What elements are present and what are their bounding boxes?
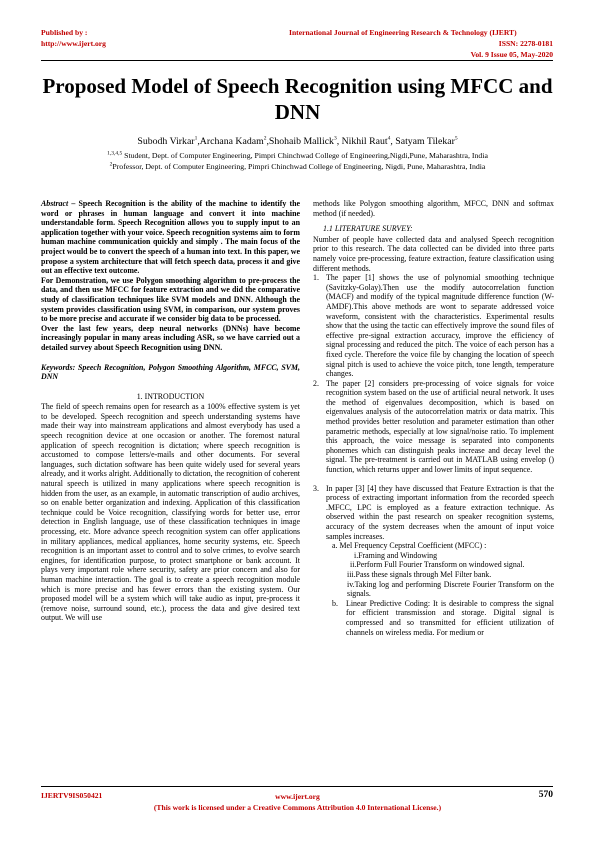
author-name: Satyam Tilekar [395,136,455,147]
introduction-text: The field of speech remains open for research as a 100% effective system is yet to be developed. Speech recognition and speech understanding systems have made their way into mainstream applications and almost everybody has used a speech recognition device at one occasion or another. The foremost natural application of speech recognition is dictation; where speech recognition is accustomed to compose letters/e-mails and other documents. For several languages, such dictation software has been quite widely used for several years already, and it works alright. Additionally to dictation, the recognition of coherent natural speech is utilized in many applications where speech recognition is hidden from the user, as an example, in automatic transcription of audio archives, so on enable better organization and indexing. Application of this classification technique could be Voice recognition, classifying words for better use, error detection in English language, use of these classification techniques in image processing, etc. More advance speech recognition system can offer applications in military appliances, medical appliances, home security systems, etc. Speech recognition is an important asset to control and to solve crimes, to evolve search engines, for identification purpose, to protect smartphone or bank account. It plays very important role where security, safety are prior concern and also for human machine interaction. The goal is to create a speech recognition module which is more precise and has fewer errors than the existing system. Our proposed model will be a system which will take audio as input, pre-process it (remove noise, surround sound, etc.), process the data and give desired text output. We will use [41,402,300,623]
mfcc-sublist [326,541,554,637]
mfcc-step: ii.Perform Full Fourier Transform on windowed signal. [350,560,525,570]
keywords: Keywords: Speech Recognition, Polygon Smoothing Algorithm, MFCC, SVM, DNN [41,362,300,382]
abstract-label: Abstract [41,199,69,208]
header-publisher [41,27,106,49]
abstract: Abstract – Speech Recognition is the ability of the machine to identify the word or phrases in human language and convert it into machine understandable form. Speech Recognition allows you to supply input to an application together with your voice. Speech recognition systems aim to form human machine communication quickly and simply . The main focus of the project would be to convert the speech of a human into text. In this paper, we propose a system architecture that will fetch speech data, process it and give out an effective text outcome. [41,199,300,276]
mfcc-step: iv.Taking log and performing Discrete Fourier Transform on the signals. [347,579,554,599]
header-rule [41,60,553,61]
journal-url-link[interactable]: http://www.ijert.org [41,39,106,48]
paper-title: Proposed Model of Speech Recognition using MFCC and DNN [42,74,553,124]
mfcc-step: i.Framing and Windowing [354,550,438,560]
list-item: 1. The paper [1] shows the use of polynomial smoothing technique (Savitzky-Golay).Then use the modify autocorrelation function (MACF) and modify of the typical magnitude difference function (W-AMDF).This above methods are wont to separate addressed voice waveform, consistent with the characteristics. Experimental results show that the using the tactic can effectively improve the sound files of effective pre-signal extraction accuracy, improve the efficiency of signal processing and reduced the pitch. The voice of each person has a fixed cycle. Therefore the voice file by changing the location of speech signal pitch is used to achieve the voice pitch, tone length, temperature changes. [313,273,554,379]
footer-center [0,791,595,813]
list-item: 2. The paper [2] considers pre-processing of voice signals for voice recognition system based on the use of artificial neural network. It uses the method of eigenvalues decomposition, which is based on eigenvalues analysis of the autocorrelation matrix or data matrix. This method provides better resolution and parameter estimation than other parametric methods, especially at low signal/noise ratio. To implement this approach, the voice message is separated into components phonemes which can distinguish peaks increase and decay level the signal. The pre-treatment is carried out in MATLAB using envelop () function, which returns upper and lower limits of input sequence. [313,378,554,475]
abstract-paragraph: For Demonstration, we use Polygon smoothing algorithm to pre-process the data, and then use MFCC for feature extraction and we did the comparative study of classification techniques like SVM models and DNN. Although the system provides classification using SVM, in comparison, our system proves to be more precise and accurate if we consider big data to be processed. [41,275,300,324]
footer-rule [41,786,553,787]
introduction-continued: methods like Polygon smoothing algorithm, MFCC, DNN and softmax method (if needed). [313,199,554,218]
author-name: Shohaib Mallick [268,136,334,147]
affiliation-line: $^2$Professor, Dept. of Computer Engineering, Pimpri Chinchwad College of Engineering, Nigdi, Pune, Maharashtra, India [109,160,486,171]
survey-intro: Number of people have collected data and analysed Speech recognition prior to this research. The data collected can be divided into three parts namely voice pre-processing, feature extraction, feature classification using different methods. [313,234,554,273]
affiliations [40,151,555,172]
author-name: Subodh Virkar [137,136,195,147]
left-column [41,199,300,623]
footer-url-link[interactable]: www.ijert.org [275,792,320,801]
published-by: Published by : [41,28,88,37]
page-number: 570 [538,790,553,800]
journal-name: International Journal of Engineering Research & Technology (IJERT) [289,28,517,37]
volume-issue: Vol. 9 Issue 05, May-2020 [470,50,553,59]
abstract-paragraph: Over the last few years, deep neural networks (DNNs) have become increasingly popular in many areas including ASR, so we have carried out a detailed survey about Speech Recognition using DNN. [41,323,300,352]
issn: ISSN: 2278-0181 [498,39,553,48]
right-column [313,199,554,637]
lpc-item: b. Linear Predictive Coding: It is desirable to compress the signal for efficient transmission and storage. Digital signal is compressed and so transmitted for efficient utilization of channels on wireless media. For medium or [332,598,554,637]
mfcc-step: iii.Pass these signals through Mel Filter bank. [347,569,492,579]
paper-id: IJERTV9IS050421 [41,791,103,800]
author-name: Nikhil Raut [341,136,388,147]
author-list: Subodh Virkar$^1$,Archana Kadam$^2$,Shohaib Mallick$^3$, Nikhil Raut$^4$, Satyam Tilekar$^5$ [137,135,458,147]
author-name: Archana Kadam [199,136,264,147]
section-heading-literature-survey: 1.1 LITERATURE SURVEY: [323,224,413,234]
affiliation-line: $^{1,3,4,5}$ Student, Dept. of Computer Engineering, Pimpri Chinchwad College of Engineering,Nigdi,Pune, Maharashtra, India [107,150,488,160]
section-heading-introduction: 1. INTRODUCTION [136,391,205,401]
license-note: (This work is licensed under a Creative Commons Attribution 4.0 International License.) [153,803,442,812]
header-issue-info [471,38,553,60]
mfcc-heading: a. Mel Frequency Cepstral Coefficient (MFCC) : [332,541,487,551]
list-item: 3. In paper [3] [4] they have discussed that Feature Extraction is that the process of extracting important information from the recorded speech .MFCC, LPC is employed as a feature extraction technique. As observed within the past research on speaker recognition systems, accuracy of the system decreases when the amount of input voice samples increases. [313,483,554,541]
